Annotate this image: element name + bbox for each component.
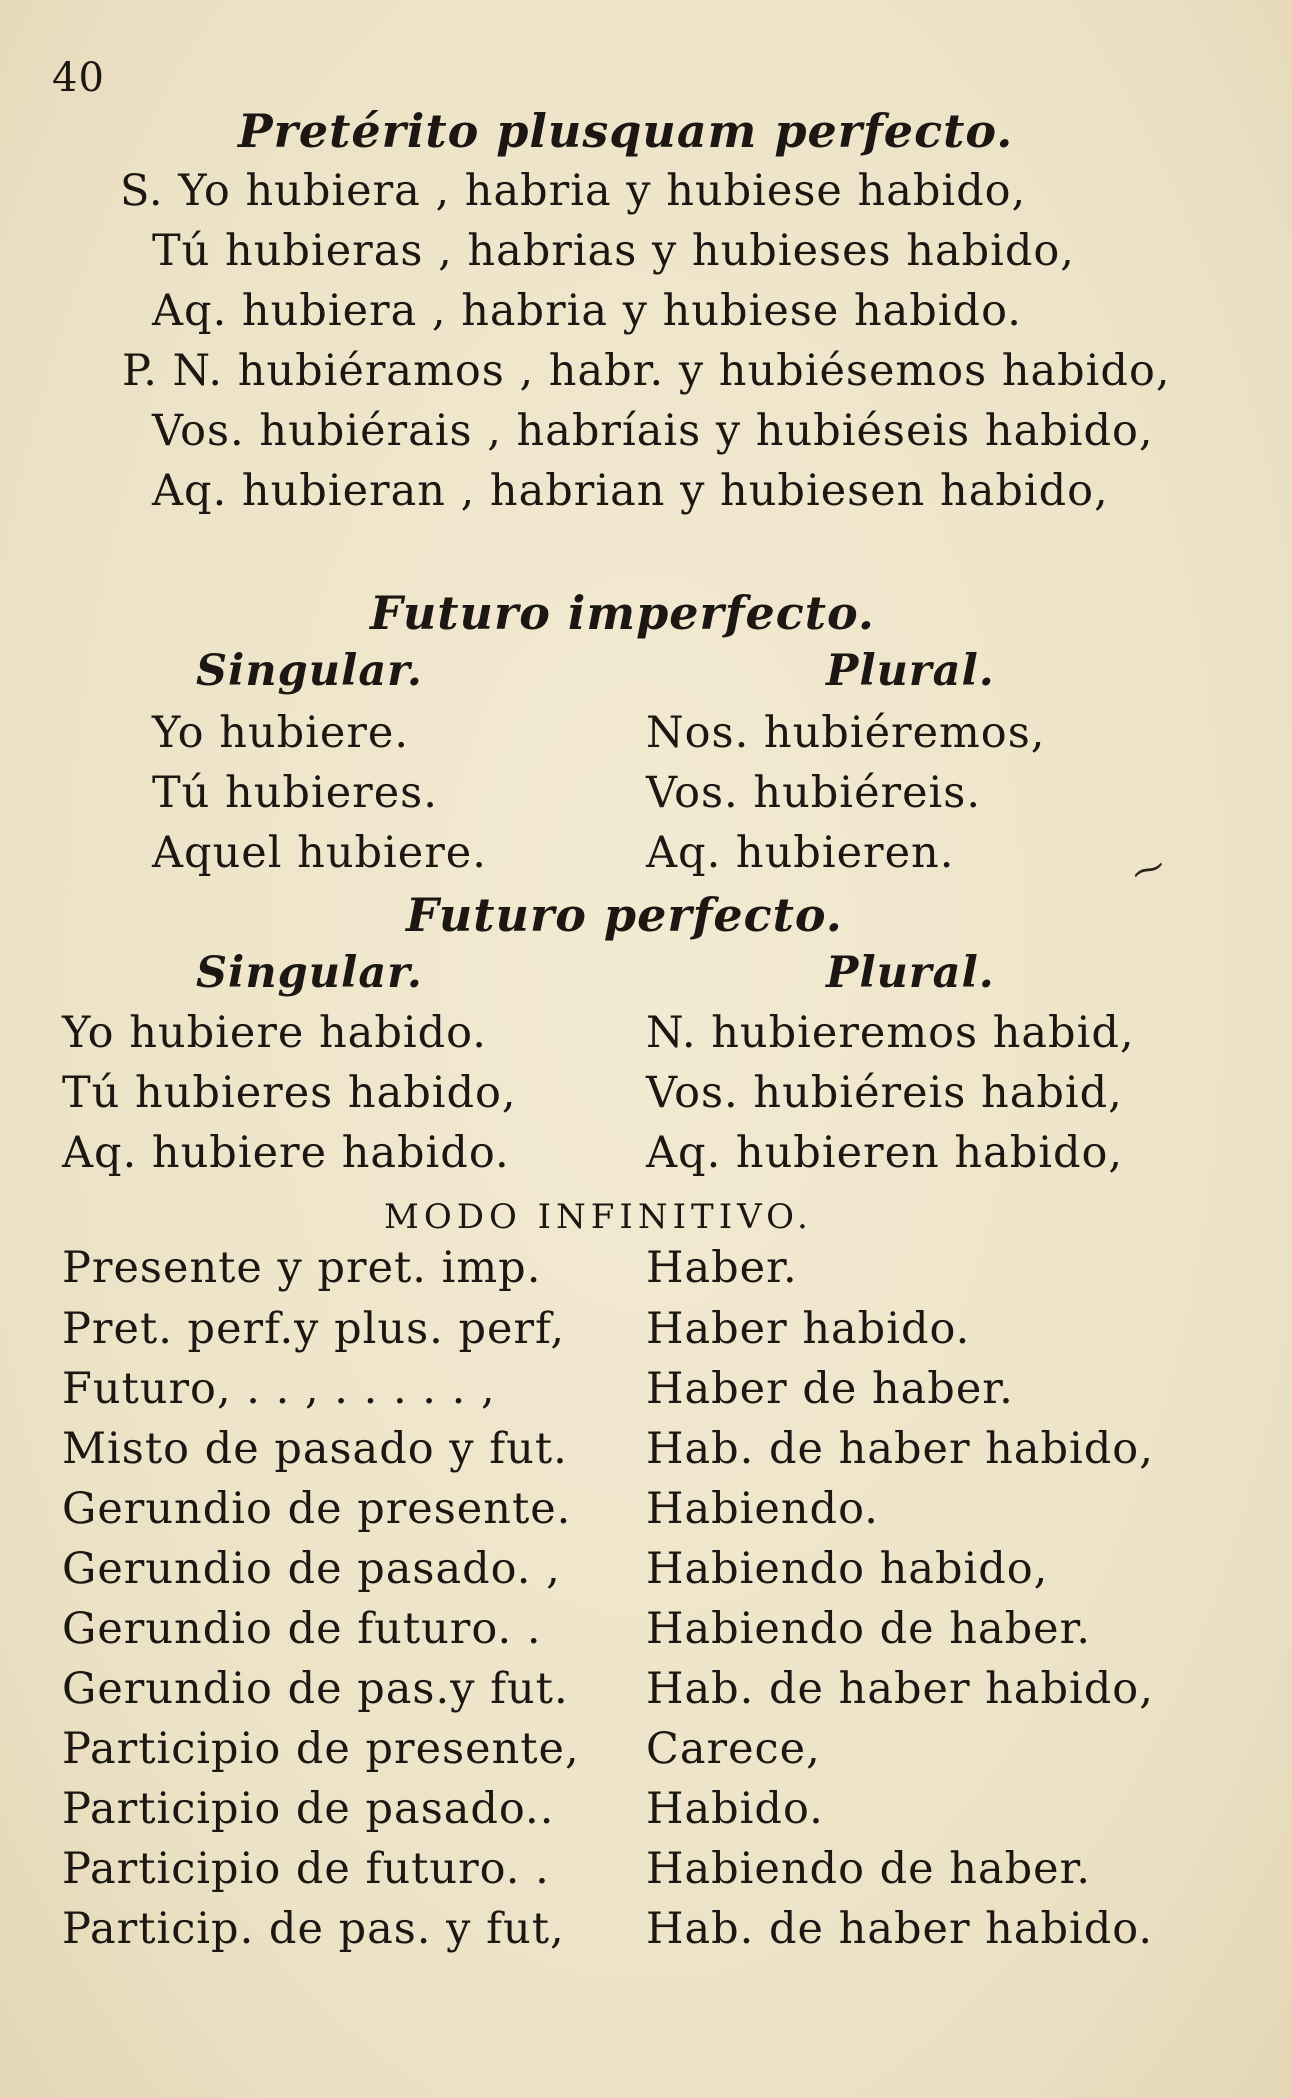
singular-form: Tú hubieres habido, (62, 1068, 517, 1118)
singular-form: Yo hubiere habido. (62, 1008, 487, 1058)
singular-form: Aq. hubiere habido. (62, 1128, 510, 1178)
plural-label: Plural. (826, 646, 995, 696)
singular-label: Singular. (196, 948, 423, 998)
singular-label: Singular. (196, 646, 423, 696)
infinitive-label: Gerundio de pasado. , (62, 1544, 561, 1594)
conjugation-line: Tú hubieras , habrias y hubieses habido, (152, 226, 1075, 276)
conjugation-line: P. N. hubiéramos , habr. y hubiésemos habido, (122, 346, 1171, 396)
plural-form: N. hubieremos habid, (646, 1008, 1135, 1058)
infinitive-label: Participio de futuro. . (62, 1844, 550, 1894)
plural-form: Vos. hubiéreis. (646, 768, 982, 818)
plural-form: Aq. hubieren. (646, 828, 955, 878)
infinitive-value: Haber. (646, 1243, 798, 1293)
section-title-pluscuamperfecto: Pretérito plusquam perfecto. (238, 104, 1014, 158)
infinitive-label: Misto de pasado y fut. (62, 1424, 568, 1474)
infinitive-label: Gerundio de pas.y fut. (62, 1664, 569, 1714)
infinitive-value: Habiendo. (646, 1484, 879, 1534)
plural-label: Plural. (826, 948, 995, 998)
infinitive-label: Participio de presente, (62, 1724, 580, 1774)
conjugation-line: Vos. hubiérais , habríais y hubiéseis habido, (152, 406, 1154, 456)
plural-form: Nos. hubiéremos, (646, 708, 1046, 758)
singular-form: Tú hubieres. (152, 768, 438, 818)
infinitive-label: Gerundio de presente. (62, 1484, 572, 1534)
infinitive-label: Gerundio de futuro. . (62, 1604, 542, 1654)
singular-form: Aquel hubiere. (152, 828, 487, 878)
plural-form: Aq. hubieren habido, (646, 1128, 1124, 1178)
infinitive-value: Hab. de haber habido. (646, 1904, 1154, 1954)
infinitive-label: Futuro, . . , . . . . . , (62, 1364, 496, 1414)
section-title-futuro-perfecto: Futuro perfecto. (406, 888, 843, 942)
infinitive-label: Pret. perf.y plus. perf, (62, 1304, 566, 1354)
flourish-ornament: ⁓ (1126, 845, 1170, 893)
conjugation-line: S. Yo hubiera , habria y hubiese habido, (120, 166, 1027, 216)
section-title-futuro-imperfecto: Futuro imperfecto. (370, 586, 875, 640)
infinitive-value: Hab. de haber habido, (646, 1664, 1154, 1714)
infinitive-value: Habiendo de haber. (646, 1844, 1092, 1894)
infinitive-label: Presente y pret. imp. (62, 1243, 542, 1293)
infinitive-value: Hab. de haber habido, (646, 1424, 1154, 1474)
plural-form: Vos. hubiéreis habid, (646, 1068, 1123, 1118)
conjugation-line: Aq. hubiera , habria y hubiese habido. (152, 286, 1022, 336)
infinitive-value: Habido. (646, 1784, 824, 1834)
infinitive-value: Habiendo habido, (646, 1544, 1049, 1594)
infinitive-value: Carece, (646, 1724, 821, 1774)
conjugation-line: Aq. hubieran , habrian y hubiesen habido, (152, 466, 1109, 516)
infinitive-value: Haber habido. (646, 1304, 971, 1354)
page-number: 40 (52, 55, 105, 101)
infinitive-label: Particip. de pas. y fut, (62, 1904, 565, 1954)
infinitive-value: Habiendo de haber. (646, 1604, 1092, 1654)
section-title-infinitivo: MODO INFINITIVO. (384, 1197, 813, 1237)
singular-form: Yo hubiere. (152, 708, 409, 758)
infinitive-value: Haber de haber. (646, 1364, 1014, 1414)
infinitive-label: Participio de pasado.. (62, 1784, 555, 1834)
